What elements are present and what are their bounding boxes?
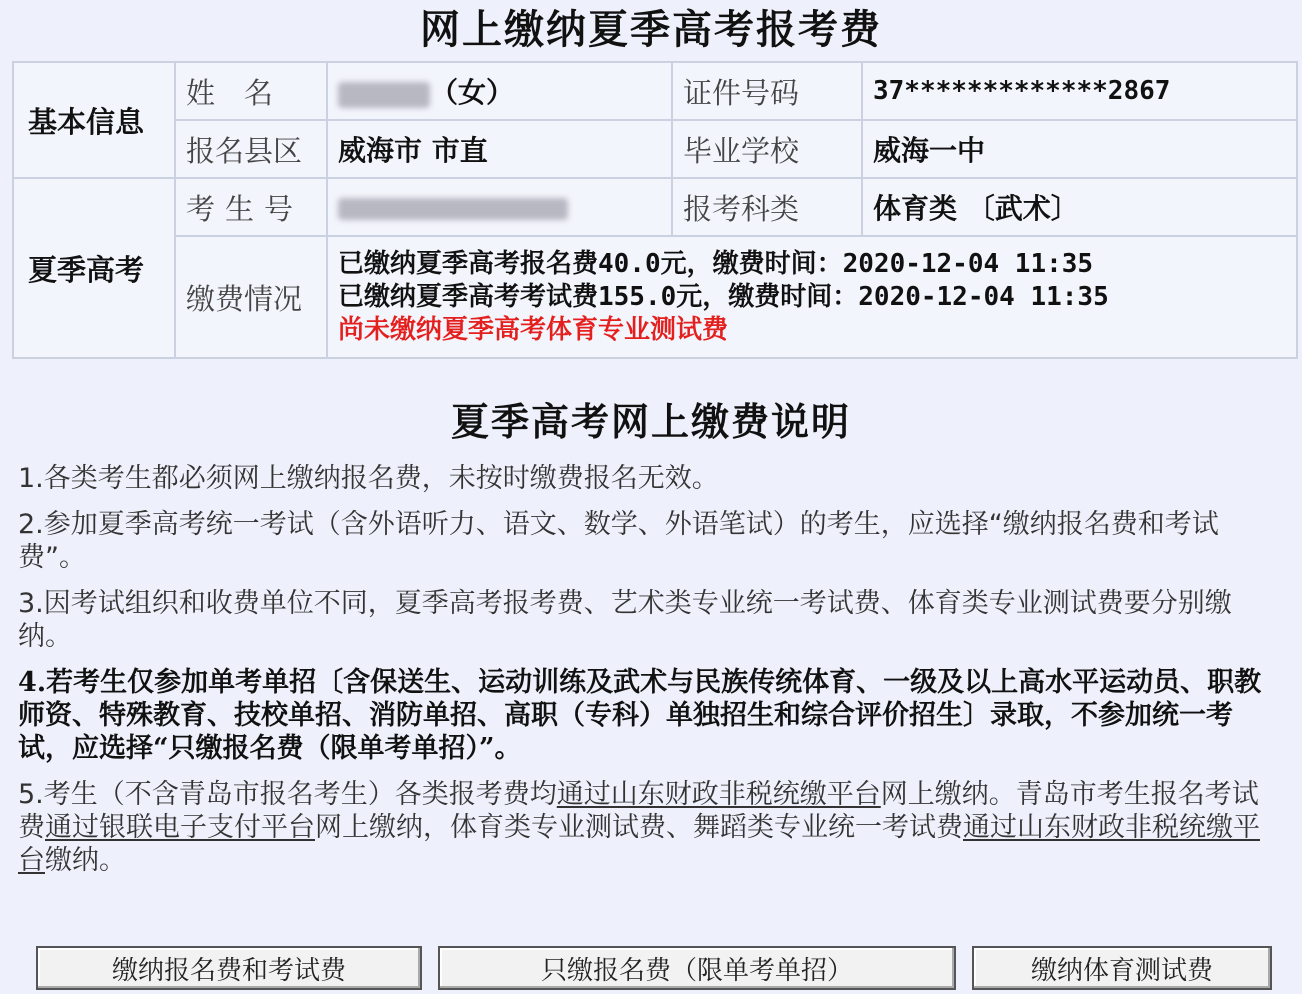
redacted-name (338, 82, 430, 108)
county-label: 报名县区 (175, 120, 327, 178)
section-basic-info: 基本信息 (13, 62, 175, 178)
redacted-exam-number (338, 198, 568, 220)
name-label: 姓 名 (175, 62, 327, 120)
payment-line-registration: 已缴纳夏季高考报名费40.0元，缴费时间：2020-12-04 11:35 (338, 248, 1094, 279)
payment-line-unpaid: 尚未缴纳夏季高考体育专业测试费 (338, 314, 729, 345)
page-title: 网上缴纳夏季高考报考费 (420, 6, 882, 53)
note-1: 1.各类考生都必须网上缴纳报名费，未按时缴费报名无效。 (18, 463, 719, 494)
school-value: 威海一中 (862, 120, 1297, 178)
note-5-text-d: 缴纳。 (45, 845, 126, 876)
id-number-label: 证件号码 (672, 62, 862, 120)
school-label: 毕业学校 (672, 120, 862, 178)
candidate-info-table (12, 61, 1298, 359)
payment-status-value (327, 236, 1297, 358)
notes-title: 夏季高考网上缴费说明 (450, 399, 851, 444)
id-number-value: 37*************2867 (862, 62, 1297, 120)
payment-line-exam: 已缴纳夏季高考考试费155.0元，缴费时间：2020-12-04 11:35 (338, 281, 1109, 312)
note-5-unionpay-link[interactable]: 通过银联电子支付平台 (45, 812, 315, 843)
gender-text: （女） (430, 76, 515, 109)
county-value: 威海市 市直 (327, 120, 672, 178)
note-5-platform-link-1[interactable]: 通过山东财政非税统缴平台 (556, 779, 881, 810)
note-5-platform-link-2[interactable]: 通过山东财政非税统缴平台 (18, 812, 1260, 876)
category-value: 体育类 〔武术〕 (862, 178, 1297, 236)
note-5-text-c: 网上缴纳，体育类专业测试费、舞蹈类专业统一考试费 (315, 812, 963, 843)
pay-registration-and-exam-fee-button[interactable]: 缴纳报名费和考试费 (36, 946, 422, 990)
note-5-text-a: 5.考生（不含青岛市报名考生）各类报考费均 (18, 779, 557, 810)
note-5 (18, 778, 1284, 877)
notes-list (18, 462, 1284, 890)
section-summer-exam: 夏季高考 (13, 178, 175, 358)
note-3: 3.因考试组织和收费单位不同，夏季高考报考费、艺术类专业统一考试费、体育类专业测试费要分别缴纳。 (18, 588, 1232, 652)
exam-number-value (327, 178, 672, 236)
payment-status-label: 缴费情况 (175, 236, 327, 358)
note-2: 2.参加夏季高考统一考试（含外语听力、语文、数学、外语笔试）的考生，应选择“缴纳报名费和考试费”。 (18, 509, 1219, 573)
exam-number-label: 考生号 (175, 178, 327, 236)
pay-registration-fee-only-button[interactable]: 只缴报名费（限单考单招） (438, 946, 956, 990)
note-4: 4.若考生仅参加单考单招〔含保送生、运动训练及武术与民族传统体育、一级及以上高水平运动员、职教师资、特殊教育、技校单招、消防单招、高职（专科）单独招生和综合评价招生〕录取，不参加统一考试，应选择“只缴报名费（限单考单招）”。 (18, 667, 1262, 764)
category-label: 报考科类 (672, 178, 862, 236)
pay-sports-test-fee-button[interactable]: 缴纳体育测试费 (972, 946, 1272, 990)
name-value (327, 62, 672, 120)
note-5-text-b: 网上缴纳。青岛市考生报名考试费 (18, 779, 1259, 843)
